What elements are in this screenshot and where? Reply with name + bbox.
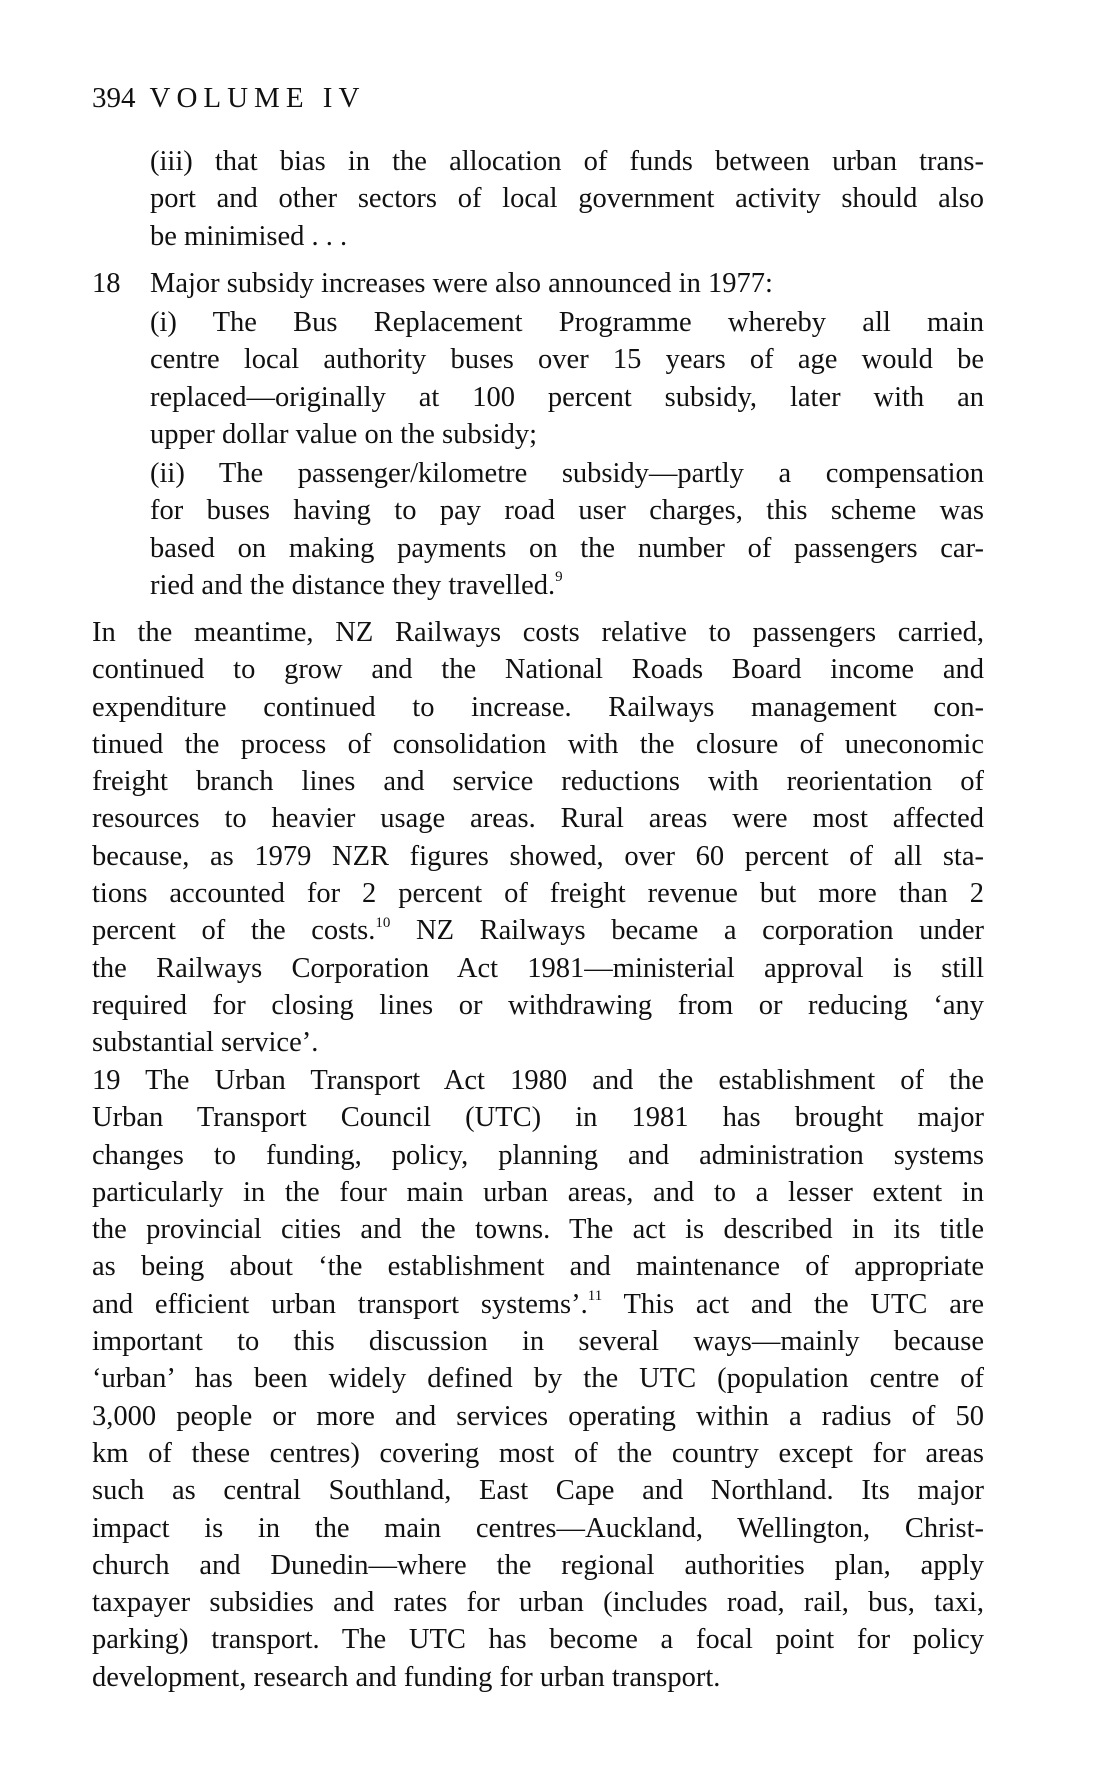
text-line xyxy=(150,492,984,529)
text-line xyxy=(92,1547,984,1584)
text-line xyxy=(150,143,984,180)
paragraph-19 xyxy=(92,1062,984,1696)
text-line xyxy=(92,1435,984,1472)
text-line xyxy=(92,651,984,688)
paragraph-number: 18 xyxy=(92,268,121,299)
text-line xyxy=(150,416,984,453)
text-line xyxy=(92,1174,984,1211)
list-item-ii xyxy=(150,455,984,604)
line-text: tinued the process of consolidation with the closure of uneconomic xyxy=(92,728,984,760)
quoted-item-iii xyxy=(150,143,984,255)
text-line xyxy=(92,1510,984,1547)
text-line xyxy=(150,341,984,378)
text-line xyxy=(150,567,984,604)
line-text: resources to heavier usage areas. Rural areas were most affected xyxy=(92,803,984,835)
paragraph-18 xyxy=(92,265,984,302)
text-line xyxy=(150,218,984,255)
text-line xyxy=(150,265,984,302)
line-text: particularly in the four main urban areas, and to a lesser extent in xyxy=(92,1176,984,1208)
line-text: 3,000 people or more and services operating within a radius of 50 xyxy=(92,1400,984,1432)
line-text: continued to grow and the National Roads Board income and xyxy=(92,654,984,686)
line-text: because, as 1979 NZR figures showed, over 60 percent of all sta- xyxy=(92,840,984,872)
text-line xyxy=(92,689,984,726)
line-text: (ii) The passenger/kilometre subsidy—partly a compensation xyxy=(150,458,984,489)
line-text: In the meantime, NZ Railways costs relative to passengers carried, xyxy=(92,617,984,648)
line-text: upper dollar value on the subsidy; xyxy=(150,418,538,450)
line-text: centre local authority buses over 15 years of age would be xyxy=(150,344,984,376)
list-item-i xyxy=(150,304,984,453)
line-text: taxpayer subsidies and rates for urban (includes road, rail, bus, taxi, xyxy=(92,1587,984,1619)
footnote-marker: 10 xyxy=(375,914,391,931)
line-text: important to this discussion in several ways—mainly because xyxy=(92,1326,984,1358)
volume-label: VOLUME IV xyxy=(149,82,366,114)
text-line xyxy=(92,987,984,1024)
text-line xyxy=(92,950,984,987)
line-text: and efficient urban transport systems’. xyxy=(92,1288,588,1320)
line-text: NZ Railways became a corporation under xyxy=(390,915,985,947)
text-line xyxy=(150,379,984,416)
text-line xyxy=(92,1062,984,1099)
line-text: expenditure continued to increase. Railways management con- xyxy=(92,691,984,723)
line-text: be minimised . . . xyxy=(150,220,348,252)
text-line xyxy=(92,1398,984,1435)
line-text: port and other sectors of local government activity should also xyxy=(150,183,984,215)
line-text: the Railways Corporation Act 1981—ministerial approval is still xyxy=(92,952,984,984)
line-text: (i) The Bus Replacement Programme whereby all main xyxy=(150,307,984,338)
text-line xyxy=(92,1584,984,1621)
text-line xyxy=(92,838,984,875)
text-line xyxy=(150,530,984,567)
text-line xyxy=(92,726,984,763)
line-text: church and Dunedin—where the regional authorities plan, apply xyxy=(92,1549,984,1581)
text-line xyxy=(92,1360,984,1397)
text-line xyxy=(150,455,984,492)
text-line xyxy=(92,1248,984,1285)
line-text: impact is in the main centres—Auckland, Wellington, Christ- xyxy=(92,1512,984,1544)
footnote-marker: 9 xyxy=(555,569,563,586)
text-line xyxy=(92,875,984,912)
text-line xyxy=(92,1137,984,1174)
line-text: for buses having to pay road user charges, this scheme was xyxy=(150,495,984,527)
line-text: based on making payments on the number of passengers car- xyxy=(150,532,984,564)
text-line xyxy=(92,1024,984,1061)
text-line xyxy=(92,1099,984,1136)
text-line xyxy=(92,1286,984,1323)
text-line xyxy=(92,1659,984,1696)
line-text: the provincial cities and the towns. The act is described in its title xyxy=(92,1214,984,1246)
line-text: parking) transport. The UTC has become a focal point for policy xyxy=(92,1624,984,1656)
line-text: percent of the costs. xyxy=(92,915,376,947)
line-text: 19 The Urban Transport Act 1980 and the establishment of the xyxy=(92,1065,984,1096)
paragraph-meantime xyxy=(92,614,984,1062)
text-line xyxy=(92,800,984,837)
line-text: freight branch lines and service reductions with reorientation of xyxy=(92,766,984,798)
line-text: km of these centres) covering most of the country except for areas xyxy=(92,1437,984,1469)
text-line xyxy=(92,763,984,800)
text-line xyxy=(92,614,984,651)
text-line xyxy=(92,1621,984,1658)
line-text: replaced—originally at 100 percent subsidy, later with an xyxy=(150,381,984,413)
line-text: tions accounted for 2 percent of freight revenue but more than 2 xyxy=(92,878,984,910)
line-text: substantial service’. xyxy=(92,1027,319,1059)
running-header xyxy=(92,80,365,116)
line-text: changes to funding, policy, planning and administration systems xyxy=(92,1139,984,1171)
line-text: (iii) that bias in the allocation of funds between urban trans- xyxy=(150,146,984,177)
footnote-marker: 11 xyxy=(587,1288,603,1305)
line-text: Major subsidy increases were also announced in 1977: xyxy=(150,268,773,299)
line-text: development, research and funding for urban transport. xyxy=(92,1661,721,1693)
line-text: such as central Southland, East Cape and Northland. Its major xyxy=(92,1475,984,1507)
text-line xyxy=(92,912,984,949)
text-line xyxy=(92,1323,984,1360)
text-line xyxy=(150,180,984,217)
line-text: ried and the distance they travelled. xyxy=(150,569,556,601)
text-line xyxy=(92,1472,984,1509)
line-text: as being about ‘the establishment and maintenance of appropriate xyxy=(92,1251,984,1283)
line-text: Urban Transport Council (UTC) in 1981 has brought major xyxy=(92,1102,984,1134)
line-text: This act and the UTC are xyxy=(602,1288,984,1320)
text-line xyxy=(150,304,984,341)
line-text: required for closing lines or withdrawing from or reducing ‘any xyxy=(92,989,984,1021)
line-text: ‘urban’ has been widely defined by the UTC (population centre of xyxy=(92,1363,984,1395)
text-line xyxy=(92,1211,984,1248)
page-number: 394 xyxy=(92,82,136,114)
